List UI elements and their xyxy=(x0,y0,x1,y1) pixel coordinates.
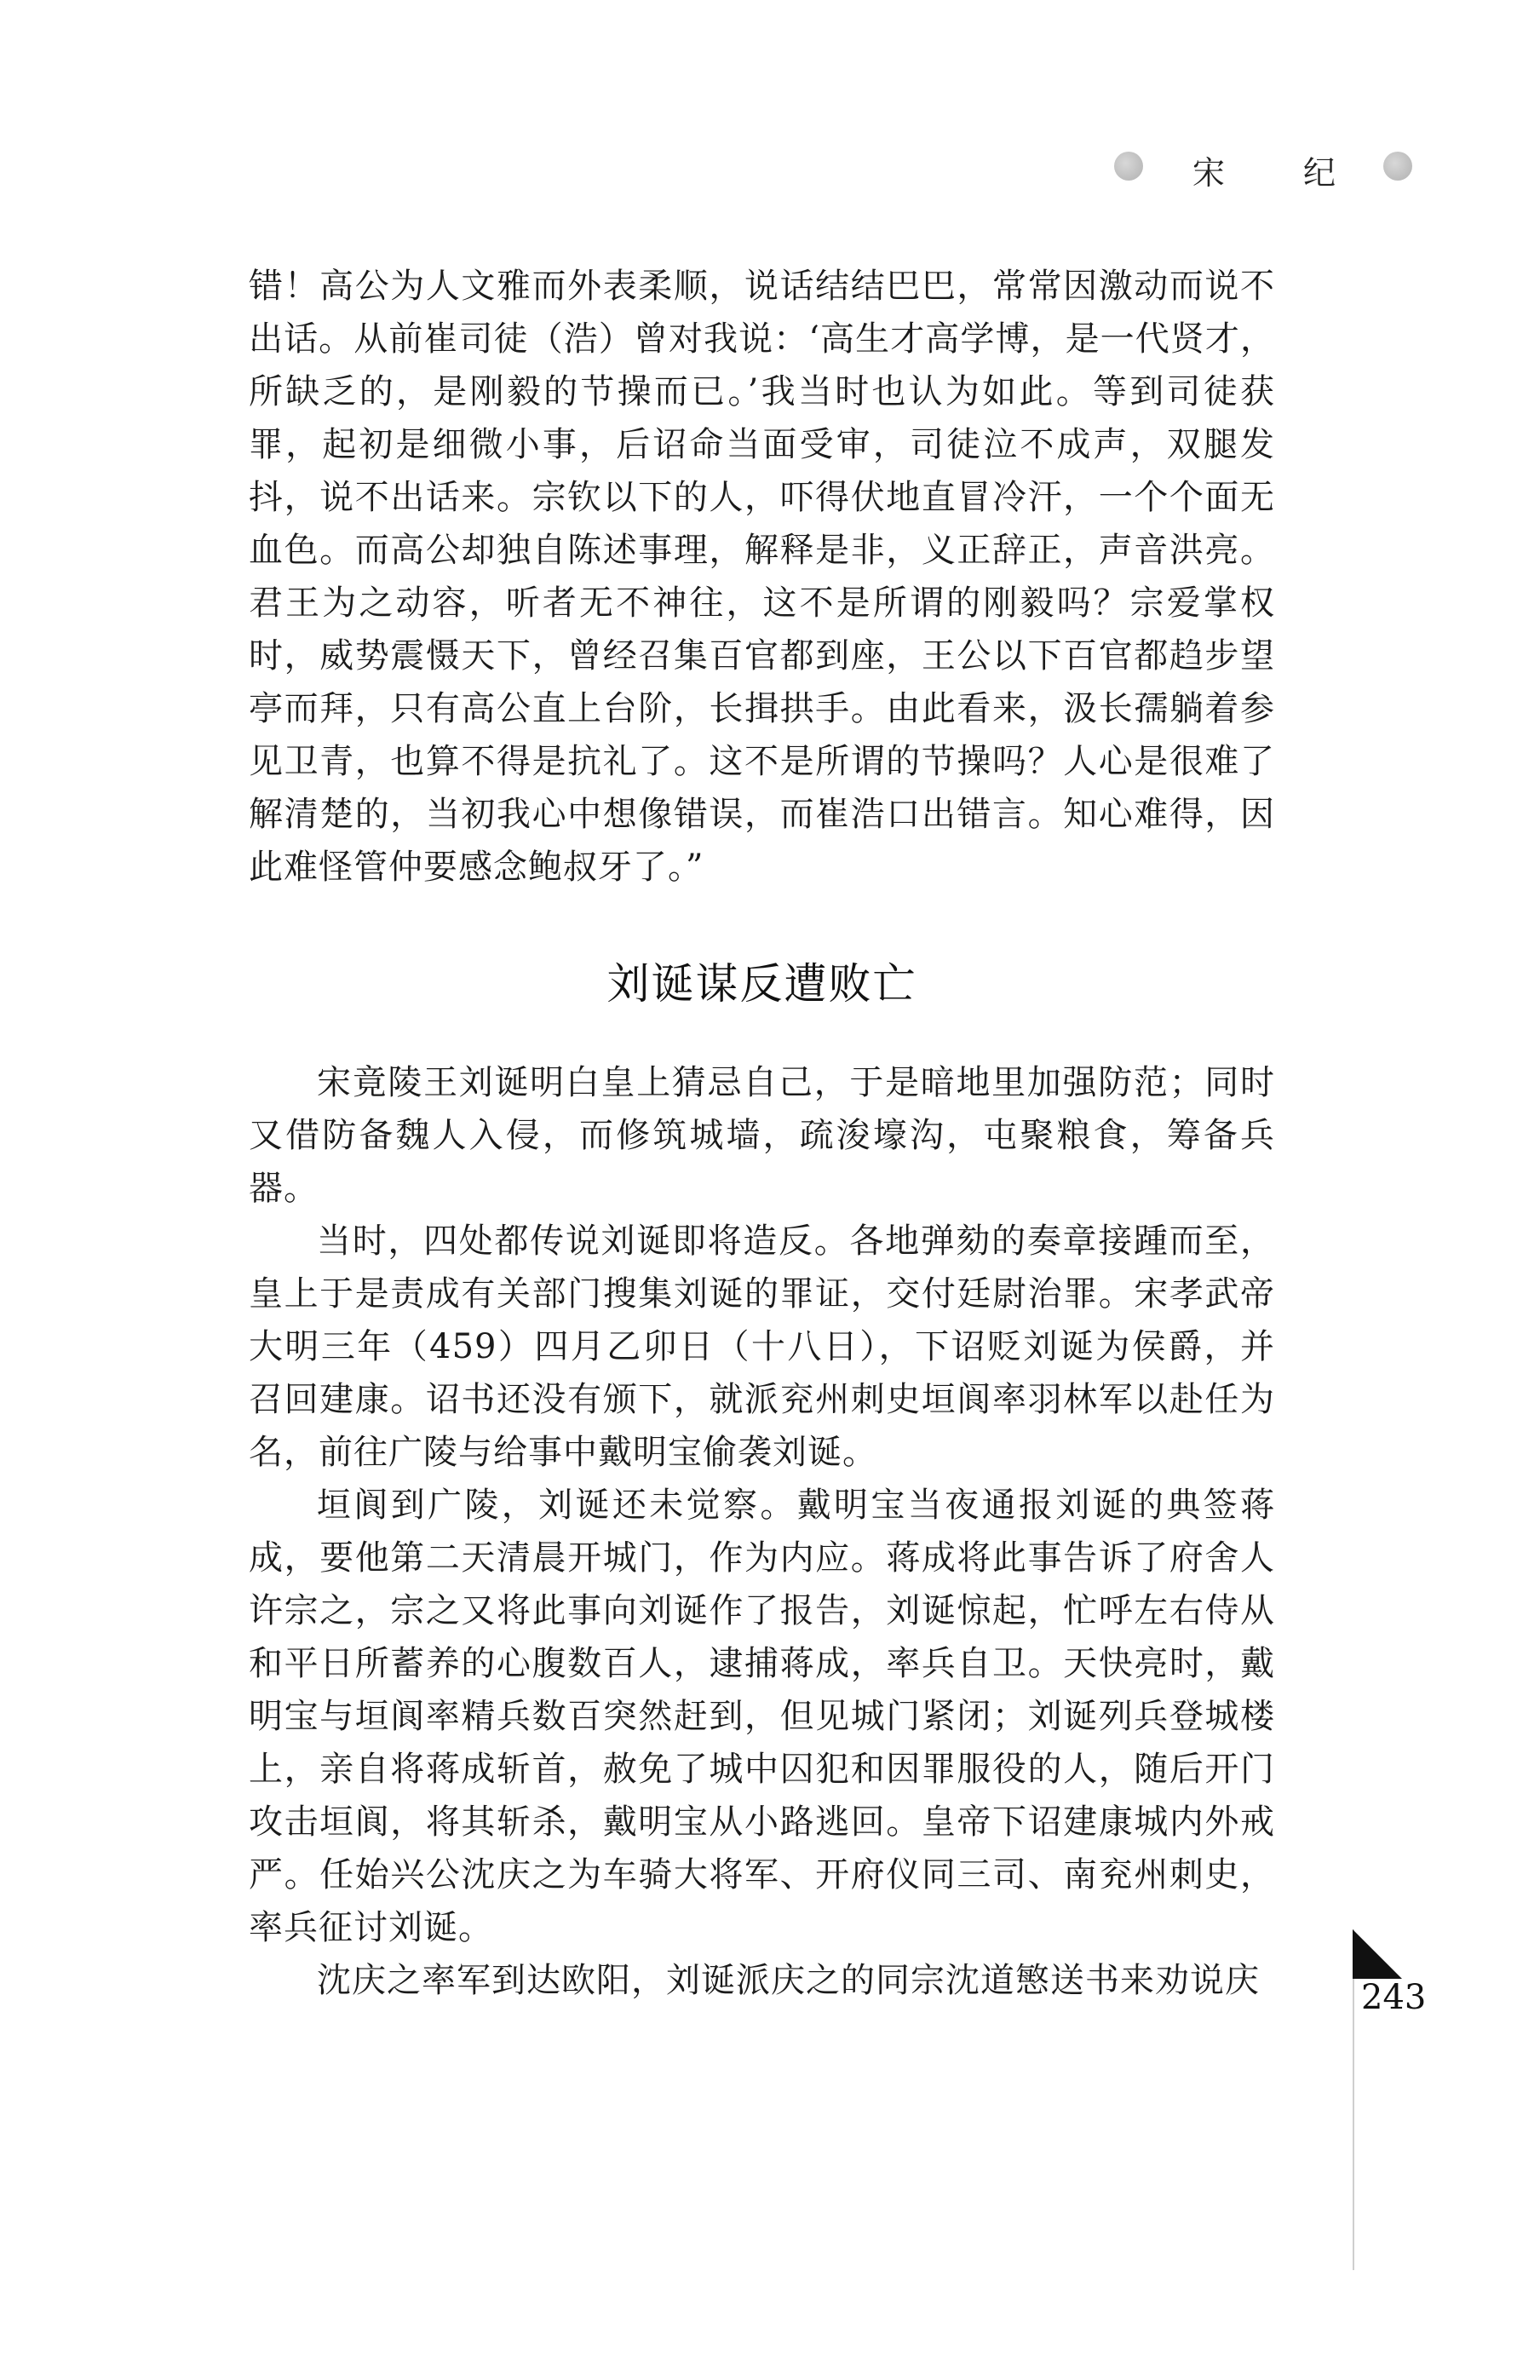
page-corner-triangle-icon xyxy=(1353,1929,1402,1979)
header-dot-left-icon xyxy=(1114,152,1143,181)
section-title: 刘诞谋反遭败亡 xyxy=(606,959,917,1009)
paragraph: 宋竟陵王刘诞明白皇上猜忌自己，于是暗地里加强防范；同时又借防备魏人入侵，而修筑城墙，疏浚壕沟，屯聚粮食，筹备兵器。 xyxy=(249,1063,1275,1208)
running-header xyxy=(1107,143,1431,198)
body-text-top xyxy=(249,260,1275,894)
body-text-bottom xyxy=(249,1056,1275,2007)
paragraph: 错！高公为人文雅而外表柔顺，说话结结巴巴，常常因激动而说不出话。从前崔司徒（浩）曾对我说：‘高生才高学博，是一代贤才，所缺乏的，是刚毅的节操而已。’我当时也认为如此。等到司徒获罪，起初是细微小事，后诏命当面受审，司徒泣不成声，双腿发抖，说不出话来。宗钦以下的人，吓得伏地直冒冷汗，一个个面无血色。而高公却独自陈述事理，解释是非，义正辞正，声音洪亮。君王为之动容，听者无不神往，这不是所谓的刚毅吗？宗爱掌权时，威势震慑天下，曾经召集百官都到座，王公以下百官都趋步望亭而拜，只有高公直上台阶，长揖拱手。由此看来，汲长孺躺着参见卫青，也算不得是抗礼了。这不是所谓的节操吗？人心是很难了解清楚的，当初我心中想像错误，而崔浩口出错言。知心难得，因此难怪管仲要感念鲍叔牙了。” xyxy=(249,267,1275,887)
header-dot-right-icon xyxy=(1383,152,1412,181)
header-char-1: 宋 xyxy=(1192,154,1226,192)
paragraph: 当时，四处都传说刘诞即将造反。各地弹劾的奏章接踵而至，皇上于是责成有关部门搜集刘诞的罪证，交付廷尉治罪。宋孝武帝大明三年（459）四月乙卯日（十八日），下诏贬刘诞为侯爵，并召回建康。诏书还没有颁下，就派兖州刺史垣阆率羽林军以赴任为名，前往广陵与给事中戴明宝偷袭刘诞。 xyxy=(249,1222,1275,1472)
paragraph: 垣阆到广陵，刘诞还未觉察。戴明宝当夜通报刘诞的典签蒋成，要他第二天清晨开城门，作为内应。蒋成将此事告诉了府舍人许宗之，宗之又将此事向刘诞作了报告，刘诞惊起，忙呼左右侍从和平日所蓄养的心腹数百人，逮捕蒋成，率兵自卫。天快亮时，戴明宝与垣阆率精兵数百突然赶到，但见城门紧闭；刘诞列兵登城楼上，亲自将蒋成斩首，赦免了城中囚犯和因罪服役的人，随后开门攻击垣阆，将其斩杀，戴明宝从小路逃回。皇帝下诏建康城内外戒严。任始兴公沈庆之为车骑大将军、开府仪同三司、南兖州刺史，率兵征讨刘诞。 xyxy=(249,1486,1275,1947)
margin-rule xyxy=(1353,1929,1354,2270)
header-char-2: 纪 xyxy=(1303,154,1336,192)
page-number: 243 xyxy=(1361,1978,1427,2017)
paragraph: 沈庆之率军到达欧阳，刘诞派庆之的同宗沈道慜送书来劝说庆 xyxy=(317,1961,1260,2000)
